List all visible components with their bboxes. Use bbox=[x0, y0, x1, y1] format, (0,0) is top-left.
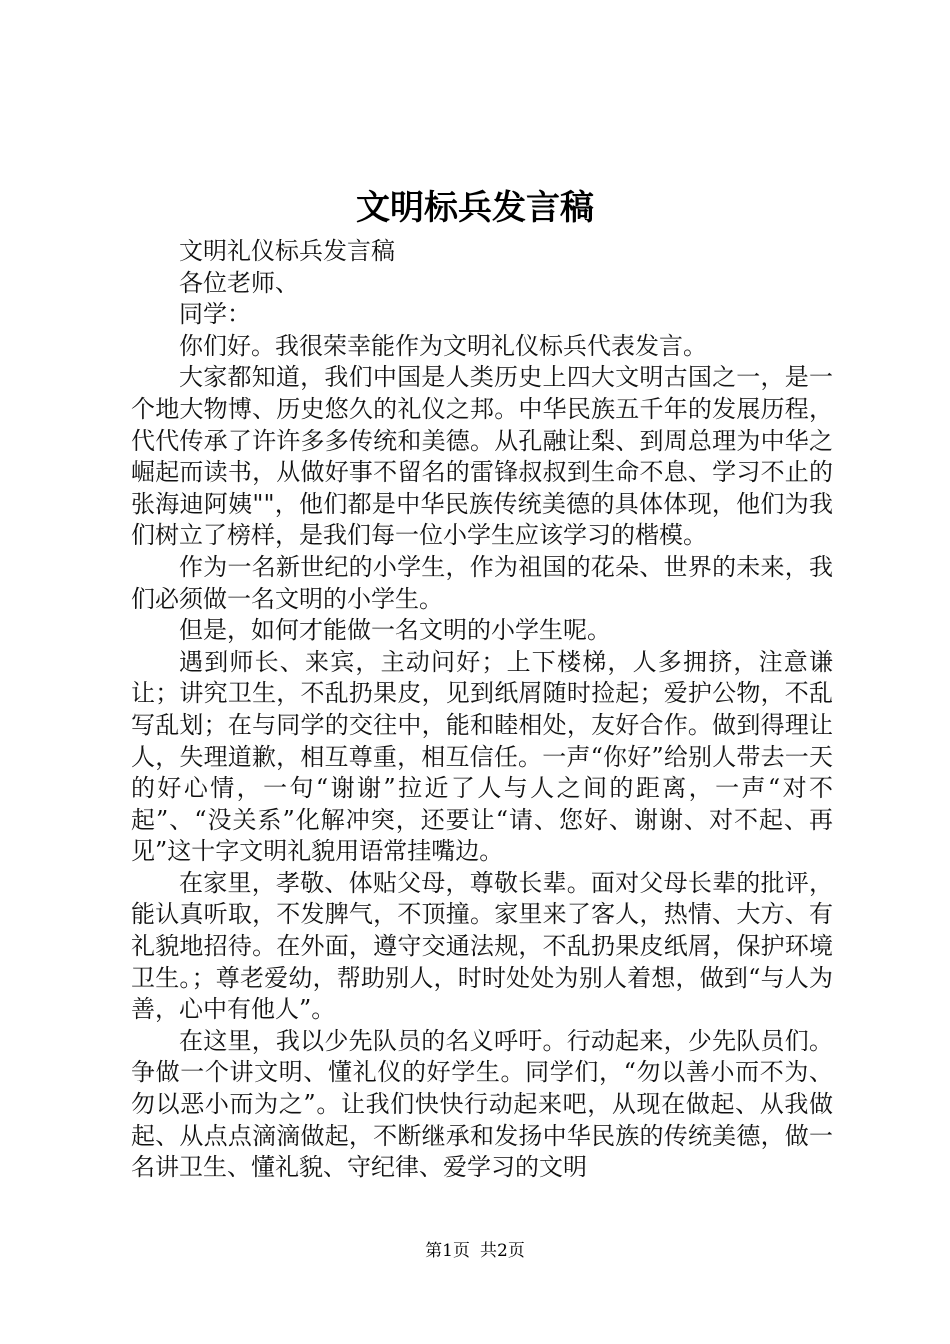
paragraph-call-to-action: 在这里，我以少先队员的名义呼吁。行动起来，少先队员们。争做一个讲文明、懂礼仪的好学生。同学们，“勿以善小而不为、勿以恶小而为之”。让我们快快行动起来吧，从现在做起、从我做起、从点点滴滴做起，不断继承和发扬中华民族的传统美德，做一名讲卫生、懂礼貌、守纪律、爱学习的文明 bbox=[131, 1026, 833, 1182]
page-number-current: 第1页 bbox=[425, 1241, 470, 1261]
paragraph-home-conduct: 在家里，孝敬、体贴父母，尊敬长辈。面对父母长辈的批评，能认真听取，不发脾气，不顶撞。家里来了客人，热情、大方、有礼貌地招待。在外面，遵守交通法规，不乱扔果皮纸屑，保护环境卫生。；尊老爱幼，帮助别人，时时处处为别人着想，做到“与人为善，心中有他人”。 bbox=[131, 868, 833, 1024]
paragraph-greeting: 你们好。我很荣幸能作为文明礼仪标兵代表发言。 bbox=[179, 331, 707, 360]
paragraph-subtitle: 文明礼仪标兵发言稿 bbox=[179, 237, 395, 265]
paragraph-school-conduct: 遇到师长、来宾，主动问好；上下楼梯，人多拥挤，注意谦让；讲究卫生，不乱扔果皮，见到纸屑随时捡起；爱护公物，不乱写乱划；在与同学的交往中，能和睦相处，友好合作。做到得理让人，失理道歉，相互尊重，相互信任。一声“你好”给别人带去一天的好心情，一句“谢谢”拉近了人与人之间的距离，一声“对不起”、“没关系”化解冲突，还要让“请、您好、谢谢、对不起、再见”这十字文明礼貌用语常挂嘴边。 bbox=[131, 647, 833, 866]
page-footer bbox=[0, 1240, 950, 1262]
paragraph-question: 但是，如何才能做一名文明的小学生呢。 bbox=[179, 616, 611, 645]
paragraph-salutation-2: 同学： bbox=[179, 300, 251, 329]
document-title: 文明标兵发言稿 bbox=[356, 188, 594, 228]
paragraph-salutation-1: 各位老师、 bbox=[179, 268, 299, 297]
page-number-total: 共2页 bbox=[480, 1241, 525, 1261]
paragraph-new-century: 作为一名新世纪的小学生，作为祖国的花朵、世界的未来，我们必须做一名文明的小学生。 bbox=[131, 552, 833, 613]
paragraph-history: 大家都知道，我们中国是人类历史上四大文明古国之一，是一个地大物博、历史悠久的礼仪之邦。中华民族五千年的发展历程，代代传承了许许多多传统和美德。从孔融让梨、到周总理为中华之崛起而读书，从做好事不留名的雷锋叔叔到生命不息、学习不止的张海迪阿姨""，他们都是中华民族传统美德的具体体现，他们为我们树立了榜样，是我们每一位小学生应该学习的楷模。 bbox=[131, 363, 833, 550]
document-body bbox=[131, 236, 833, 1184]
